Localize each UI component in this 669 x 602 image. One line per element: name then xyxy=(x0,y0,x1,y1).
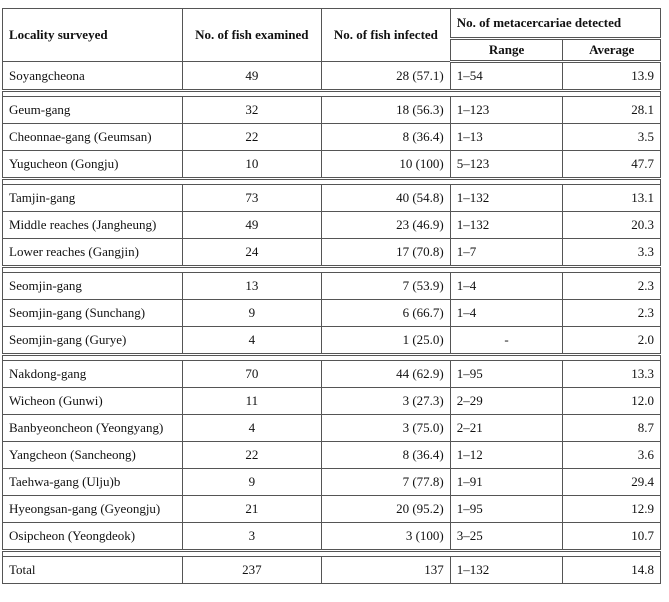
cell-average: 3.3 xyxy=(563,239,661,267)
cell-range: - xyxy=(450,327,563,355)
cell-infected: 23 (46.9) xyxy=(322,212,451,239)
table-body xyxy=(3,62,661,584)
header-average: Average xyxy=(563,39,661,62)
cell-infected: 10 (100) xyxy=(322,151,451,179)
cell-locality: Wicheon (Gunwi) xyxy=(3,388,183,415)
header-range: Range xyxy=(450,39,563,62)
cell-locality: Seomjin-gang xyxy=(3,273,183,300)
cell-average: 3.6 xyxy=(563,442,661,469)
cell-examined: 13 xyxy=(182,273,322,300)
cell-locality: Osipcheon (Yeongdeok) xyxy=(3,523,183,551)
cell-average: 29.4 xyxy=(563,469,661,496)
table-row xyxy=(3,442,661,469)
cell-examined: 21 xyxy=(182,496,322,523)
header-metacercariae: No. of metacercariae detected xyxy=(450,9,660,39)
cell-examined: 4 xyxy=(182,327,322,355)
cell-infected: 3 (100) xyxy=(322,523,451,551)
cell-locality: Nakdong-gang xyxy=(3,361,183,388)
cell-range: 1–4 xyxy=(450,300,563,327)
cell-locality: Yangcheon (Sancheong) xyxy=(3,442,183,469)
cell-locality: Yugucheon (Gongju) xyxy=(3,151,183,179)
cell-infected: 8 (36.4) xyxy=(322,124,451,151)
cell-infected: 20 (95.2) xyxy=(322,496,451,523)
cell-examined: 9 xyxy=(182,300,322,327)
cell-examined: 4 xyxy=(182,415,322,442)
cell-examined: 237 xyxy=(182,557,322,584)
cell-average: 20.3 xyxy=(563,212,661,239)
table-row xyxy=(3,185,661,212)
table-row xyxy=(3,151,661,179)
header-examined: No. of fish examined xyxy=(182,9,322,62)
cell-range: 1–132 xyxy=(450,185,563,212)
header-infected: No. of fish infected xyxy=(322,9,451,62)
cell-range: 2–29 xyxy=(450,388,563,415)
table-row xyxy=(3,415,661,442)
table-row xyxy=(3,557,661,584)
cell-range: 1–95 xyxy=(450,361,563,388)
cell-examined: 73 xyxy=(182,185,322,212)
header-locality: Locality surveyed xyxy=(3,9,183,62)
cell-locality: Seomjin-gang (Sunchang) xyxy=(3,300,183,327)
cell-range: 1–54 xyxy=(450,62,563,91)
cell-infected: 28 (57.1) xyxy=(322,62,451,91)
cell-average: 12.9 xyxy=(563,496,661,523)
cell-average: 28.1 xyxy=(563,97,661,124)
cell-locality: Hyeongsan-gang (Gyeongju) xyxy=(3,496,183,523)
cell-locality: Middle reaches (Jangheung) xyxy=(3,212,183,239)
cell-range: 2–21 xyxy=(450,415,563,442)
cell-locality: Taehwa-gang (Ulju)b xyxy=(3,469,183,496)
cell-locality: Lower reaches (Gangjin) xyxy=(3,239,183,267)
cell-infected: 7 (53.9) xyxy=(322,273,451,300)
cell-locality: Tamjin-gang xyxy=(3,185,183,212)
cell-infected: 40 (54.8) xyxy=(322,185,451,212)
cell-average: 3.5 xyxy=(563,124,661,151)
cell-average: 8.7 xyxy=(563,415,661,442)
cell-infected: 7 (77.8) xyxy=(322,469,451,496)
cell-examined: 11 xyxy=(182,388,322,415)
table-row xyxy=(3,361,661,388)
cell-average: 14.8 xyxy=(563,557,661,584)
table-row xyxy=(3,300,661,327)
cell-range: 1–12 xyxy=(450,442,563,469)
cell-examined: 32 xyxy=(182,97,322,124)
cell-average: 13.1 xyxy=(563,185,661,212)
cell-average: 2.0 xyxy=(563,327,661,355)
cell-locality: Total xyxy=(3,557,183,584)
cell-infected: 44 (62.9) xyxy=(322,361,451,388)
cell-infected: 3 (75.0) xyxy=(322,415,451,442)
cell-infected: 1 (25.0) xyxy=(322,327,451,355)
cell-range: 5–123 xyxy=(450,151,563,179)
cell-range: 1–91 xyxy=(450,469,563,496)
table-row xyxy=(3,62,661,91)
cell-locality: Cheonnae-gang (Geumsan) xyxy=(3,124,183,151)
cell-range: 1–13 xyxy=(450,124,563,151)
cell-range: 1–95 xyxy=(450,496,563,523)
cell-examined: 70 xyxy=(182,361,322,388)
table-row xyxy=(3,124,661,151)
cell-range: 1–132 xyxy=(450,557,563,584)
cell-range: 1–4 xyxy=(450,273,563,300)
cell-average: 10.7 xyxy=(563,523,661,551)
cell-range: 1–7 xyxy=(450,239,563,267)
cell-average: 47.7 xyxy=(563,151,661,179)
table-row xyxy=(3,496,661,523)
cell-examined: 49 xyxy=(182,212,322,239)
cell-locality: Banbyeoncheon (Yeongyang) xyxy=(3,415,183,442)
cell-examined: 9 xyxy=(182,469,322,496)
table-row xyxy=(3,97,661,124)
table-row xyxy=(3,239,661,267)
table-row xyxy=(3,327,661,355)
cell-infected: 8 (36.4) xyxy=(322,442,451,469)
cell-average: 13.9 xyxy=(563,62,661,91)
table-header xyxy=(3,9,661,62)
table-row xyxy=(3,388,661,415)
cell-examined: 22 xyxy=(182,124,322,151)
cell-average: 2.3 xyxy=(563,273,661,300)
cell-infected: 17 (70.8) xyxy=(322,239,451,267)
cell-infected: 3 (27.3) xyxy=(322,388,451,415)
cell-examined: 22 xyxy=(182,442,322,469)
cell-average: 13.3 xyxy=(563,361,661,388)
cell-locality: Soyangcheona xyxy=(3,62,183,91)
cell-infected: 6 (66.7) xyxy=(322,300,451,327)
table-row xyxy=(3,523,661,551)
data-table xyxy=(2,8,661,584)
table-row xyxy=(3,273,661,300)
table-row xyxy=(3,212,661,239)
cell-locality: Seomjin-gang (Gurye) xyxy=(3,327,183,355)
cell-range: 1–123 xyxy=(450,97,563,124)
cell-range: 3–25 xyxy=(450,523,563,551)
cell-infected: 137 xyxy=(322,557,451,584)
cell-examined: 3 xyxy=(182,523,322,551)
cell-average: 12.0 xyxy=(563,388,661,415)
cell-examined: 49 xyxy=(182,62,322,91)
table-row xyxy=(3,469,661,496)
cell-examined: 10 xyxy=(182,151,322,179)
cell-locality: Geum-gang xyxy=(3,97,183,124)
cell-examined: 24 xyxy=(182,239,322,267)
cell-average: 2.3 xyxy=(563,300,661,327)
header-row-top xyxy=(3,9,661,39)
cell-range: 1–132 xyxy=(450,212,563,239)
cell-infected: 18 (56.3) xyxy=(322,97,451,124)
